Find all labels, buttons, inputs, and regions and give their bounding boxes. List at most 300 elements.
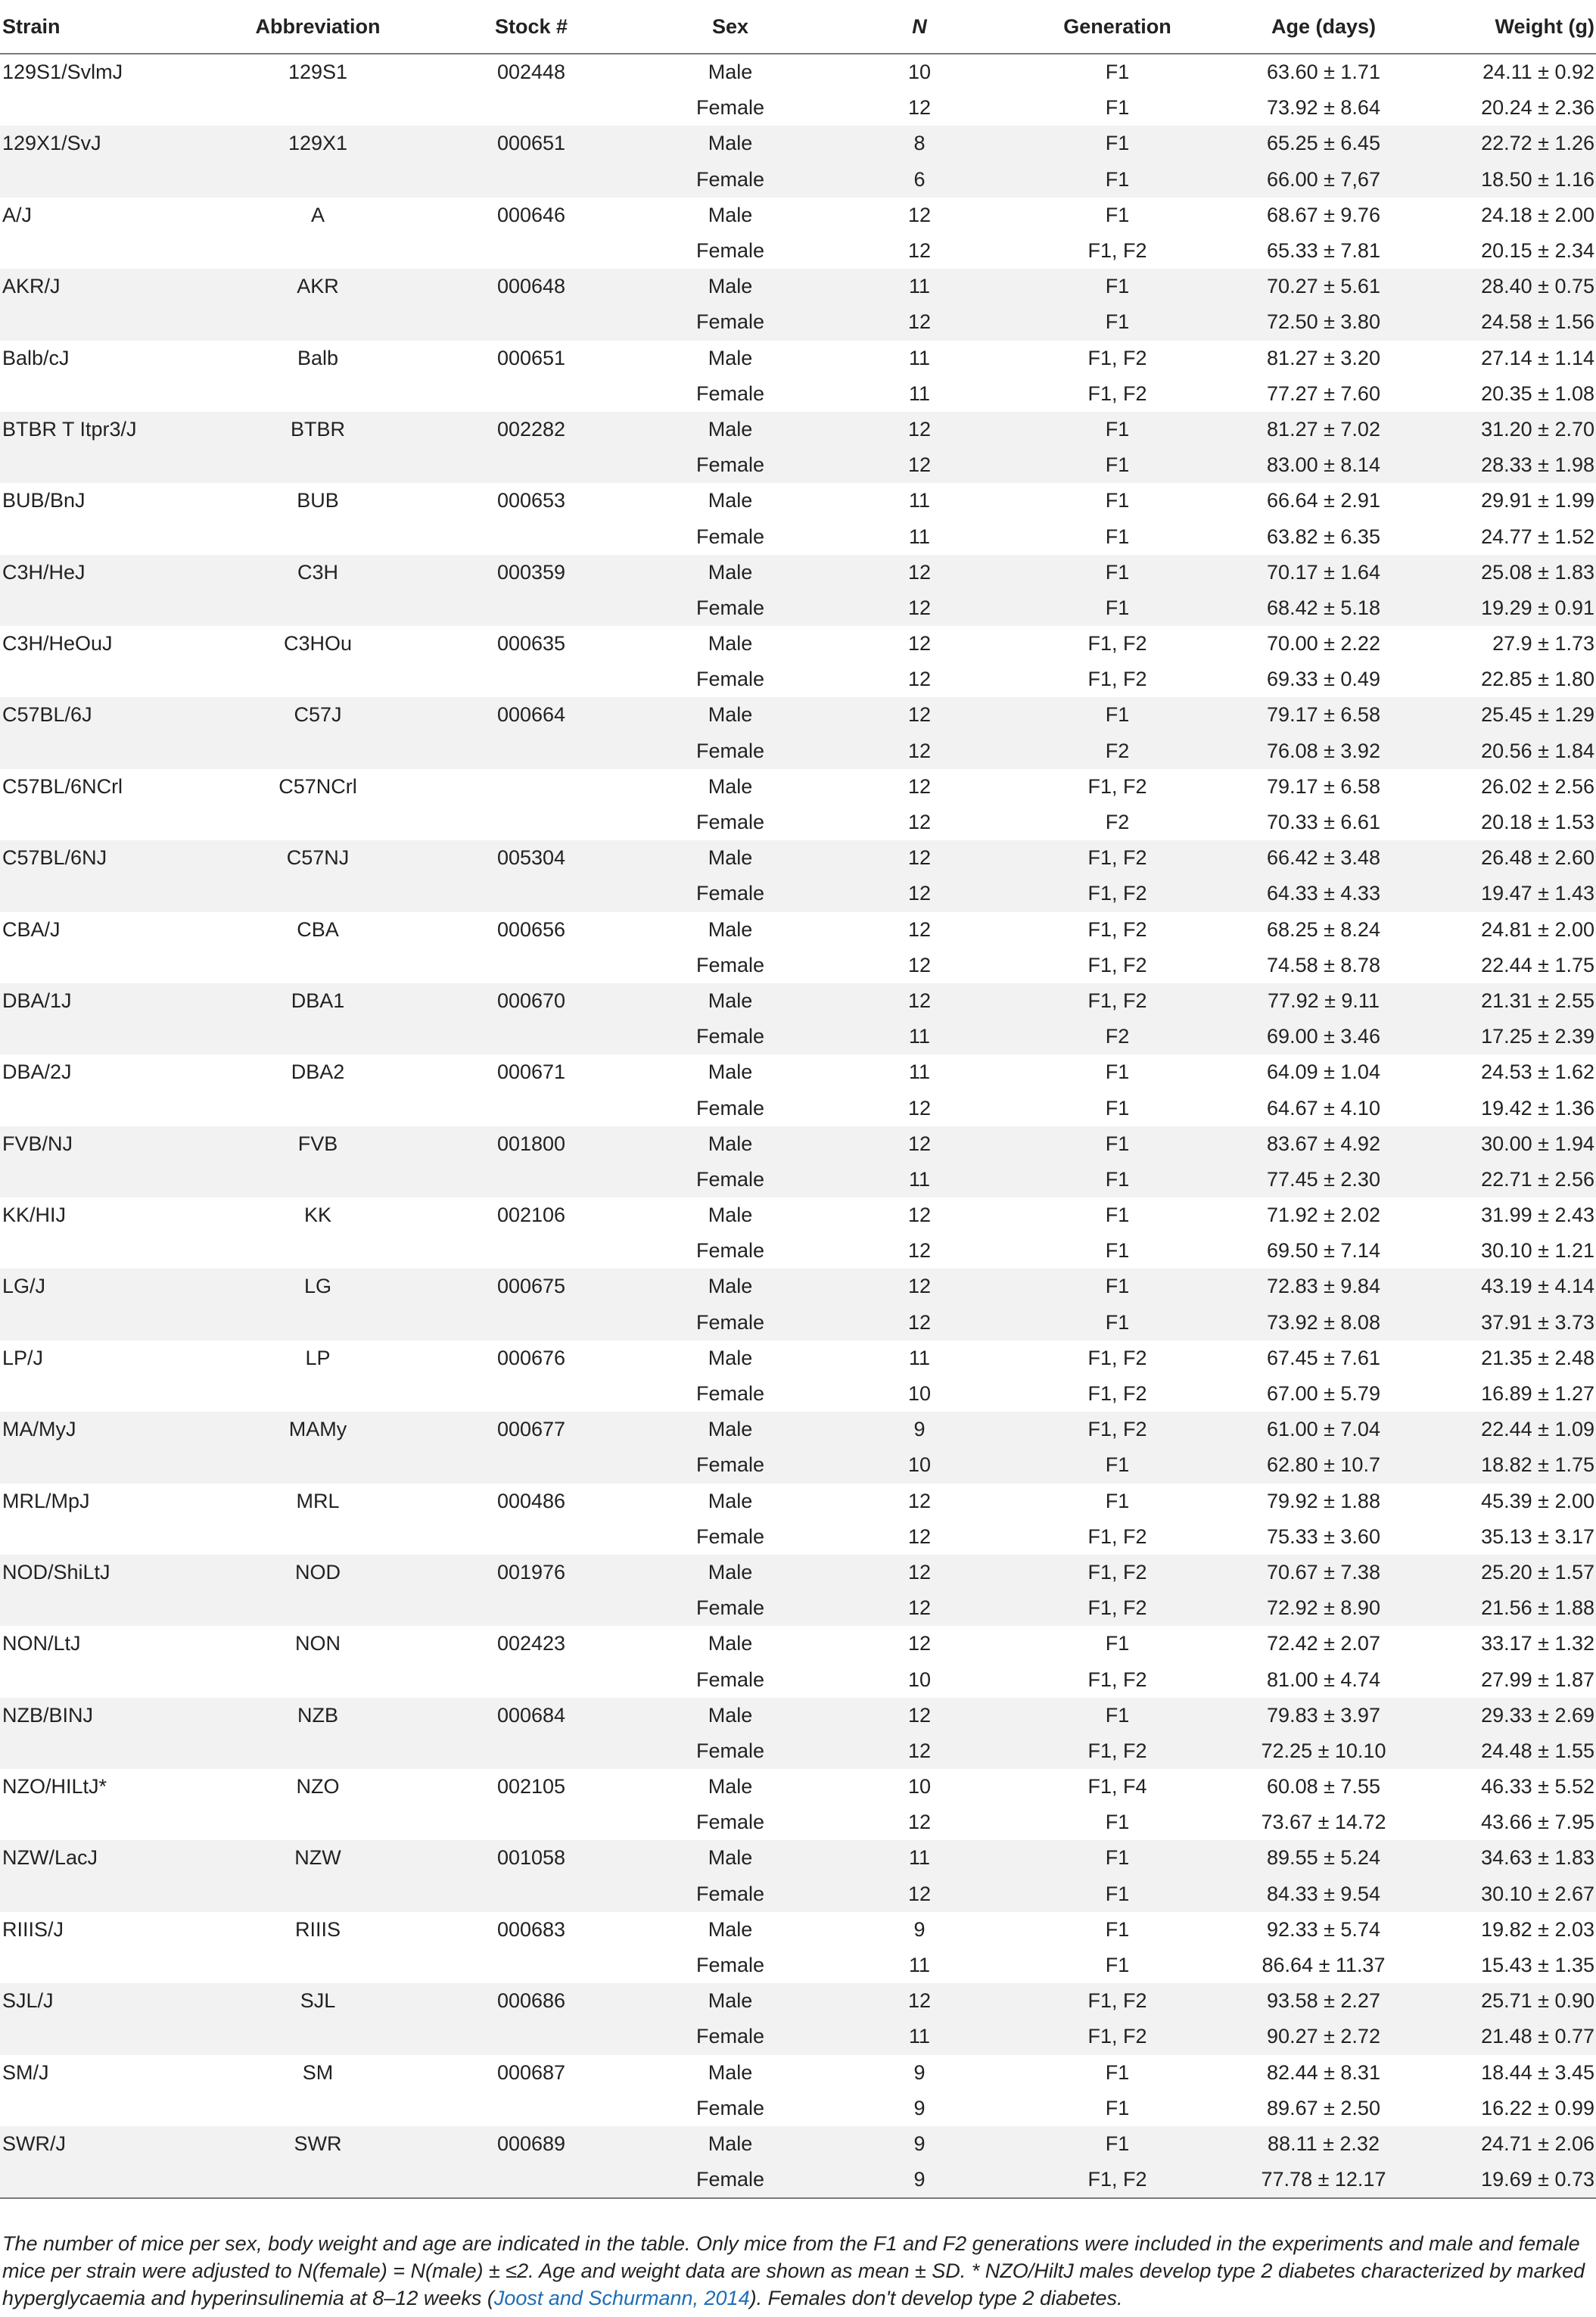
- cell-abbreviation: [212, 948, 424, 983]
- cell-abbreviation: C57J: [212, 697, 424, 733]
- header-generation: Generation: [1017, 0, 1218, 54]
- cell-stock: 000653: [424, 483, 639, 519]
- cell-n: 12: [822, 876, 1017, 911]
- cell-stock: [424, 1233, 639, 1269]
- cell-age: 77.45 ± 2.30: [1218, 1162, 1430, 1197]
- cell-stock: 000664: [424, 697, 639, 733]
- cell-n: 11: [822, 1948, 1017, 1983]
- cell-strain: [0, 1376, 212, 1412]
- cell-weight: 25.45 ± 1.29: [1430, 697, 1596, 733]
- cell-n: 12: [822, 1733, 1017, 1769]
- cell-stock: 005304: [424, 840, 639, 876]
- cell-n: 9: [822, 2091, 1017, 2126]
- table-row: [0, 341, 1596, 376]
- table-row: [0, 840, 1596, 876]
- cell-sex: Female: [639, 733, 822, 769]
- cell-abbreviation: DBA1: [212, 983, 424, 1019]
- table-row: [0, 1341, 1596, 1376]
- cell-strain: C57BL/6NJ: [0, 840, 212, 876]
- cell-stock: [424, 1805, 639, 1840]
- cell-weight: 45.39 ± 2.00: [1430, 1484, 1596, 1519]
- cell-generation: F1: [1017, 162, 1218, 198]
- cell-generation: F1: [1017, 2091, 1218, 2126]
- cell-sex: Female: [639, 233, 822, 269]
- cell-age: 72.42 ± 2.07: [1218, 1626, 1430, 1661]
- cell-sex: Male: [639, 1341, 822, 1376]
- header-age: Age (days): [1218, 0, 1430, 54]
- cell-sex: Male: [639, 2126, 822, 2162]
- cell-weight: 43.19 ± 4.14: [1430, 1269, 1596, 1304]
- footnote-citation-link[interactable]: Joost and Schurmann, 2014: [493, 2287, 750, 2309]
- cell-n: 12: [822, 1197, 1017, 1233]
- cell-abbreviation: Balb: [212, 341, 424, 376]
- cell-age: 81.27 ± 3.20: [1218, 341, 1430, 376]
- cell-strain: [0, 376, 212, 412]
- cell-stock: 002448: [424, 54, 639, 90]
- footnote-text: The number of mice per sex, body weight and age are indicated in the table. Only mice from the F1 and F2 generations were included in the experiments and male and female mice per strain were adjusted to N(female) = N(male) ± ≤2. Age and weight data are shown as mean ± SD. * NZO/HiltJ males develop type 2 diabetes characterized by marked hyperglycaemia and hyperinsulinemia at 8–12 weeks (: [2, 2232, 1585, 2309]
- cell-abbreviation: AKR: [212, 269, 424, 304]
- footnote-text-end: ). Females don't develop type 2 diabetes.: [749, 2287, 1123, 2309]
- cell-sex: Male: [639, 1698, 822, 1733]
- cell-age: 70.00 ± 2.22: [1218, 626, 1430, 662]
- cell-stock: 000656: [424, 912, 639, 948]
- cell-sex: Female: [639, 519, 822, 554]
- cell-age: 88.11 ± 2.32: [1218, 2126, 1430, 2162]
- cell-n: 11: [822, 2019, 1017, 2054]
- cell-n: 9: [822, 2126, 1017, 2162]
- cell-abbreviation: RIIIS: [212, 1912, 424, 1948]
- cell-strain: [0, 519, 212, 554]
- cell-stock: 000689: [424, 2126, 639, 2162]
- cell-generation: F1: [1017, 1698, 1218, 1733]
- cell-generation: F1, F2: [1017, 1983, 1218, 2019]
- cell-age: 69.50 ± 7.14: [1218, 1233, 1430, 1269]
- cell-weight: 22.44 ± 1.09: [1430, 1412, 1596, 1447]
- cell-strain: SM/J: [0, 2055, 212, 2091]
- cell-n: 11: [822, 483, 1017, 519]
- cell-strain: NZO/HILtJ*: [0, 1769, 212, 1805]
- cell-sex: Male: [639, 697, 822, 733]
- header-strain: Strain: [0, 0, 212, 54]
- cell-sex: Male: [639, 1054, 822, 1090]
- table-row: [0, 2055, 1596, 2091]
- cell-strain: NZW/LacJ: [0, 1840, 212, 1876]
- cell-sex: Male: [639, 1269, 822, 1304]
- cell-abbreviation: NZO: [212, 1769, 424, 1805]
- table-row: [0, 1555, 1596, 1590]
- cell-strain: DBA/1J: [0, 983, 212, 1019]
- table-row: [0, 412, 1596, 447]
- cell-weight: 28.33 ± 1.98: [1430, 447, 1596, 483]
- cell-age: 64.09 ± 1.04: [1218, 1054, 1430, 1090]
- cell-abbreviation: [212, 1590, 424, 1626]
- cell-age: 89.55 ± 5.24: [1218, 1840, 1430, 1876]
- cell-weight: 30.10 ± 2.67: [1430, 1876, 1596, 1912]
- header-stock: Stock #: [424, 0, 639, 54]
- cell-generation: F1, F2: [1017, 376, 1218, 412]
- table-row: [0, 1233, 1596, 1269]
- cell-age: 66.64 ± 2.91: [1218, 483, 1430, 519]
- cell-weight: 27.14 ± 1.14: [1430, 341, 1596, 376]
- table-row: [0, 483, 1596, 519]
- cell-strain: [0, 1233, 212, 1269]
- cell-age: 69.00 ± 3.46: [1218, 1019, 1430, 1054]
- cell-strain: [0, 90, 212, 126]
- cell-weight: 27.99 ± 1.87: [1430, 1661, 1596, 1697]
- cell-sex: Male: [639, 1769, 822, 1805]
- cell-weight: 24.18 ± 2.00: [1430, 198, 1596, 233]
- cell-strain: [0, 1090, 212, 1126]
- cell-sex: Male: [639, 341, 822, 376]
- cell-generation: F1, F2: [1017, 1555, 1218, 1590]
- cell-abbreviation: LG: [212, 1269, 424, 1304]
- cell-abbreviation: [212, 1376, 424, 1412]
- cell-weight: 19.42 ± 1.36: [1430, 1090, 1596, 1126]
- cell-sex: Male: [639, 840, 822, 876]
- cell-age: 79.17 ± 6.58: [1218, 769, 1430, 805]
- cell-stock: 001976: [424, 1555, 639, 1590]
- cell-n: 12: [822, 447, 1017, 483]
- cell-generation: F1, F2: [1017, 626, 1218, 662]
- cell-stock: 000635: [424, 626, 639, 662]
- cell-weight: 24.11 ± 0.92: [1430, 54, 1596, 90]
- cell-strain: [0, 1948, 212, 1983]
- cell-abbreviation: [212, 2162, 424, 2198]
- cell-weight: 24.53 ± 1.62: [1430, 1054, 1596, 1090]
- table-row: [0, 1661, 1596, 1697]
- cell-stock: 000683: [424, 1912, 639, 1948]
- cell-sex: Female: [639, 1233, 822, 1269]
- cell-weight: 26.02 ± 2.56: [1430, 769, 1596, 805]
- cell-age: 68.25 ± 8.24: [1218, 912, 1430, 948]
- cell-generation: F1, F2: [1017, 1590, 1218, 1626]
- cell-n: 12: [822, 1698, 1017, 1733]
- cell-generation: F1, F2: [1017, 840, 1218, 876]
- cell-strain: C3H/HeJ: [0, 555, 212, 590]
- cell-strain: [0, 1447, 212, 1483]
- cell-strain: C57BL/6NCrl: [0, 769, 212, 805]
- cell-n: 12: [822, 1126, 1017, 1162]
- table-row: [0, 1983, 1596, 2019]
- cell-weight: 19.69 ± 0.73: [1430, 2162, 1596, 2198]
- table-row: [0, 1269, 1596, 1304]
- cell-age: 64.33 ± 4.33: [1218, 876, 1430, 911]
- cell-stock: [424, 1876, 639, 1912]
- cell-age: 86.64 ± 11.37: [1218, 1948, 1430, 1983]
- table-row: [0, 2091, 1596, 2126]
- cell-age: 69.33 ± 0.49: [1218, 662, 1430, 697]
- cell-n: 12: [822, 840, 1017, 876]
- cell-generation: F2: [1017, 805, 1218, 840]
- cell-strain: [0, 1661, 212, 1697]
- table-row: [0, 1590, 1596, 1626]
- cell-weight: 22.85 ± 1.80: [1430, 662, 1596, 697]
- cell-weight: 25.08 ± 1.83: [1430, 555, 1596, 590]
- cell-n: 12: [822, 912, 1017, 948]
- table-row: [0, 662, 1596, 697]
- cell-age: 65.25 ± 6.45: [1218, 126, 1430, 161]
- cell-sex: Male: [639, 983, 822, 1019]
- cell-sex: Male: [639, 1197, 822, 1233]
- cell-weight: 15.43 ± 1.35: [1430, 1948, 1596, 1983]
- cell-n: 12: [822, 1983, 1017, 2019]
- cell-age: 84.33 ± 9.54: [1218, 1876, 1430, 1912]
- table-row: [0, 805, 1596, 840]
- cell-sex: Female: [639, 1805, 822, 1840]
- table-row: [0, 948, 1596, 983]
- cell-stock: 000651: [424, 126, 639, 161]
- cell-abbreviation: C3H: [212, 555, 424, 590]
- cell-stock: [424, 1447, 639, 1483]
- cell-age: 70.17 ± 1.64: [1218, 555, 1430, 590]
- cell-stock: [424, 662, 639, 697]
- cell-abbreviation: [212, 1805, 424, 1840]
- cell-sex: Female: [639, 447, 822, 483]
- cell-strain: SJL/J: [0, 1983, 212, 2019]
- cell-strain: C57BL/6J: [0, 697, 212, 733]
- cell-weight: 21.35 ± 2.48: [1430, 1341, 1596, 1376]
- cell-strain: 129S1/SvlmJ: [0, 54, 212, 90]
- cell-weight: 20.35 ± 1.08: [1430, 376, 1596, 412]
- cell-generation: F1: [1017, 1269, 1218, 1304]
- cell-sex: Male: [639, 198, 822, 233]
- table-row: [0, 1484, 1596, 1519]
- cell-age: 74.58 ± 8.78: [1218, 948, 1430, 983]
- cell-n: 8: [822, 126, 1017, 161]
- cell-strain: AKR/J: [0, 269, 212, 304]
- cell-stock: [424, 1090, 639, 1126]
- cell-stock: 001800: [424, 1126, 639, 1162]
- cell-stock: 000686: [424, 1983, 639, 2019]
- cell-strain: 129X1/SvJ: [0, 126, 212, 161]
- cell-strain: [0, 948, 212, 983]
- cell-stock: [424, 304, 639, 340]
- table-row: [0, 983, 1596, 1019]
- cell-stock: 000646: [424, 198, 639, 233]
- cell-sex: Female: [639, 1590, 822, 1626]
- cell-sex: Female: [639, 805, 822, 840]
- cell-sex: Male: [639, 1912, 822, 1948]
- cell-sex: Male: [639, 912, 822, 948]
- cell-strain: Balb/cJ: [0, 341, 212, 376]
- cell-weight: 35.13 ± 3.17: [1430, 1519, 1596, 1555]
- cell-strain: [0, 805, 212, 840]
- cell-weight: 16.89 ± 1.27: [1430, 1376, 1596, 1412]
- table-row: [0, 555, 1596, 590]
- cell-strain: MRL/MpJ: [0, 1484, 212, 1519]
- cell-generation: F1: [1017, 1054, 1218, 1090]
- cell-weight: 46.33 ± 5.52: [1430, 1769, 1596, 1805]
- cell-generation: F1, F2: [1017, 1376, 1218, 1412]
- cell-strain: KK/HIJ: [0, 1197, 212, 1233]
- cell-strain: DBA/2J: [0, 1054, 212, 1090]
- cell-strain: [0, 1590, 212, 1626]
- cell-sex: Male: [639, 1126, 822, 1162]
- cell-weight: 27.9 ± 1.73: [1430, 626, 1596, 662]
- table-row: [0, 876, 1596, 911]
- cell-age: 77.78 ± 12.17: [1218, 2162, 1430, 2198]
- cell-stock: [424, 948, 639, 983]
- cell-stock: 000671: [424, 1054, 639, 1090]
- cell-n: 12: [822, 1305, 1017, 1341]
- header-sex: Sex: [639, 0, 822, 54]
- cell-stock: 001058: [424, 1840, 639, 1876]
- cell-weight: 21.56 ± 1.88: [1430, 1590, 1596, 1626]
- table-row: [0, 233, 1596, 269]
- cell-n: 12: [822, 1484, 1017, 1519]
- cell-strain: [0, 233, 212, 269]
- cell-n: 12: [822, 198, 1017, 233]
- cell-abbreviation: [212, 1876, 424, 1912]
- table-row: [0, 54, 1596, 90]
- cell-generation: F1, F2: [1017, 948, 1218, 983]
- cell-age: 73.92 ± 8.64: [1218, 90, 1430, 126]
- cell-sex: Male: [639, 1484, 822, 1519]
- cell-sex: Female: [639, 876, 822, 911]
- cell-stock: [424, 805, 639, 840]
- table-row: [0, 2019, 1596, 2054]
- table-row: [0, 1840, 1596, 1876]
- cell-sex: Female: [639, 1162, 822, 1197]
- cell-age: 68.67 ± 9.76: [1218, 198, 1430, 233]
- cell-strain: [0, 2162, 212, 2198]
- cell-n: 12: [822, 1555, 1017, 1590]
- cell-abbreviation: C57NJ: [212, 840, 424, 876]
- table-row: [0, 1876, 1596, 1912]
- cell-n: 12: [822, 1269, 1017, 1304]
- cell-sex: Female: [639, 948, 822, 983]
- cell-age: 83.67 ± 4.92: [1218, 1126, 1430, 1162]
- cell-stock: [424, 1019, 639, 1054]
- cell-stock: 000675: [424, 1269, 639, 1304]
- cell-n: 9: [822, 2162, 1017, 2198]
- cell-generation: F1: [1017, 2055, 1218, 2091]
- cell-strain: [0, 304, 212, 340]
- cell-n: 12: [822, 805, 1017, 840]
- header-weight: Weight (g): [1430, 0, 1596, 54]
- cell-age: 75.33 ± 3.60: [1218, 1519, 1430, 1555]
- cell-stock: 002282: [424, 412, 639, 447]
- cell-abbreviation: [212, 1519, 424, 1555]
- cell-strain: [0, 1162, 212, 1197]
- cell-strain: FVB/NJ: [0, 1126, 212, 1162]
- cell-sex: Female: [639, 1090, 822, 1126]
- cell-sex: Male: [639, 412, 822, 447]
- table-row: [0, 2162, 1596, 2198]
- cell-stock: [424, 876, 639, 911]
- cell-weight: 31.99 ± 2.43: [1430, 1197, 1596, 1233]
- table-row: [0, 733, 1596, 769]
- table-row: [0, 447, 1596, 483]
- cell-sex: Female: [639, 590, 822, 626]
- cell-stock: [424, 376, 639, 412]
- cell-sex: Female: [639, 1019, 822, 1054]
- cell-strain: NOD/ShiLtJ: [0, 1555, 212, 1590]
- cell-weight: 19.82 ± 2.03: [1430, 1912, 1596, 1948]
- cell-age: 77.27 ± 7.60: [1218, 376, 1430, 412]
- cell-sex: Female: [639, 1305, 822, 1341]
- cell-abbreviation: [212, 1090, 424, 1126]
- cell-age: 72.25 ± 10.10: [1218, 1733, 1430, 1769]
- cell-n: 12: [822, 1519, 1017, 1555]
- cell-age: 79.92 ± 1.88: [1218, 1484, 1430, 1519]
- cell-stock: [424, 590, 639, 626]
- table-row: [0, 626, 1596, 662]
- cell-stock: 000651: [424, 341, 639, 376]
- table-row: [0, 1805, 1596, 1840]
- cell-n: 12: [822, 983, 1017, 1019]
- cell-strain: [0, 2019, 212, 2054]
- cell-age: 63.82 ± 6.35: [1218, 519, 1430, 554]
- cell-weight: 30.10 ± 1.21: [1430, 1233, 1596, 1269]
- cell-stock: [424, 162, 639, 198]
- cell-stock: 002106: [424, 1197, 639, 1233]
- cell-generation: F1, F2: [1017, 2019, 1218, 2054]
- cell-stock: [424, 1162, 639, 1197]
- cell-age: 73.67 ± 14.72: [1218, 1805, 1430, 1840]
- cell-abbreviation: MAMy: [212, 1412, 424, 1447]
- cell-generation: F1: [1017, 447, 1218, 483]
- cell-weight: 22.44 ± 1.75: [1430, 948, 1596, 983]
- cell-stock: 000648: [424, 269, 639, 304]
- cell-age: 72.83 ± 9.84: [1218, 1269, 1430, 1304]
- cell-age: 60.08 ± 7.55: [1218, 1769, 1430, 1805]
- cell-abbreviation: NZB: [212, 1698, 424, 1733]
- cell-sex: Female: [639, 376, 822, 412]
- cell-weight: 28.40 ± 0.75: [1430, 269, 1596, 304]
- cell-sex: Female: [639, 2019, 822, 2054]
- table-row: [0, 126, 1596, 161]
- table-row: [0, 198, 1596, 233]
- cell-age: 66.00 ± 7,67: [1218, 162, 1430, 198]
- cell-weight: 34.63 ± 1.83: [1430, 1840, 1596, 1876]
- cell-stock: 000486: [424, 1484, 639, 1519]
- cell-strain: [0, 590, 212, 626]
- cell-weight: 20.15 ± 2.34: [1430, 233, 1596, 269]
- cell-sex: Male: [639, 769, 822, 805]
- cell-weight: 25.71 ± 0.90: [1430, 1983, 1596, 2019]
- cell-generation: F1, F2: [1017, 769, 1218, 805]
- cell-generation: F1: [1017, 1484, 1218, 1519]
- table-row: [0, 1376, 1596, 1412]
- cell-sex: Male: [639, 1412, 822, 1447]
- cell-abbreviation: [212, 519, 424, 554]
- cell-weight: 29.91 ± 1.99: [1430, 483, 1596, 519]
- cell-age: 92.33 ± 5.74: [1218, 1912, 1430, 1948]
- cell-age: 76.08 ± 3.92: [1218, 733, 1430, 769]
- cell-abbreviation: [212, 376, 424, 412]
- cell-generation: F2: [1017, 1019, 1218, 1054]
- cell-n: 12: [822, 662, 1017, 697]
- table-row: [0, 304, 1596, 340]
- cell-generation: F1: [1017, 90, 1218, 126]
- cell-strain: [0, 1733, 212, 1769]
- cell-n: 12: [822, 304, 1017, 340]
- cell-weight: 30.00 ± 1.94: [1430, 1126, 1596, 1162]
- cell-strain: NON/LtJ: [0, 1626, 212, 1661]
- cell-generation: F1, F2: [1017, 1519, 1218, 1555]
- table-row: [0, 1162, 1596, 1197]
- table-row: [0, 1626, 1596, 1661]
- cell-sex: Male: [639, 1555, 822, 1590]
- cell-sex: Male: [639, 2055, 822, 2091]
- cell-n: 12: [822, 590, 1017, 626]
- cell-age: 66.42 ± 3.48: [1218, 840, 1430, 876]
- cell-generation: F1: [1017, 304, 1218, 340]
- cell-sex: Male: [639, 483, 822, 519]
- cell-age: 72.92 ± 8.90: [1218, 1590, 1430, 1626]
- cell-n: 9: [822, 2055, 1017, 2091]
